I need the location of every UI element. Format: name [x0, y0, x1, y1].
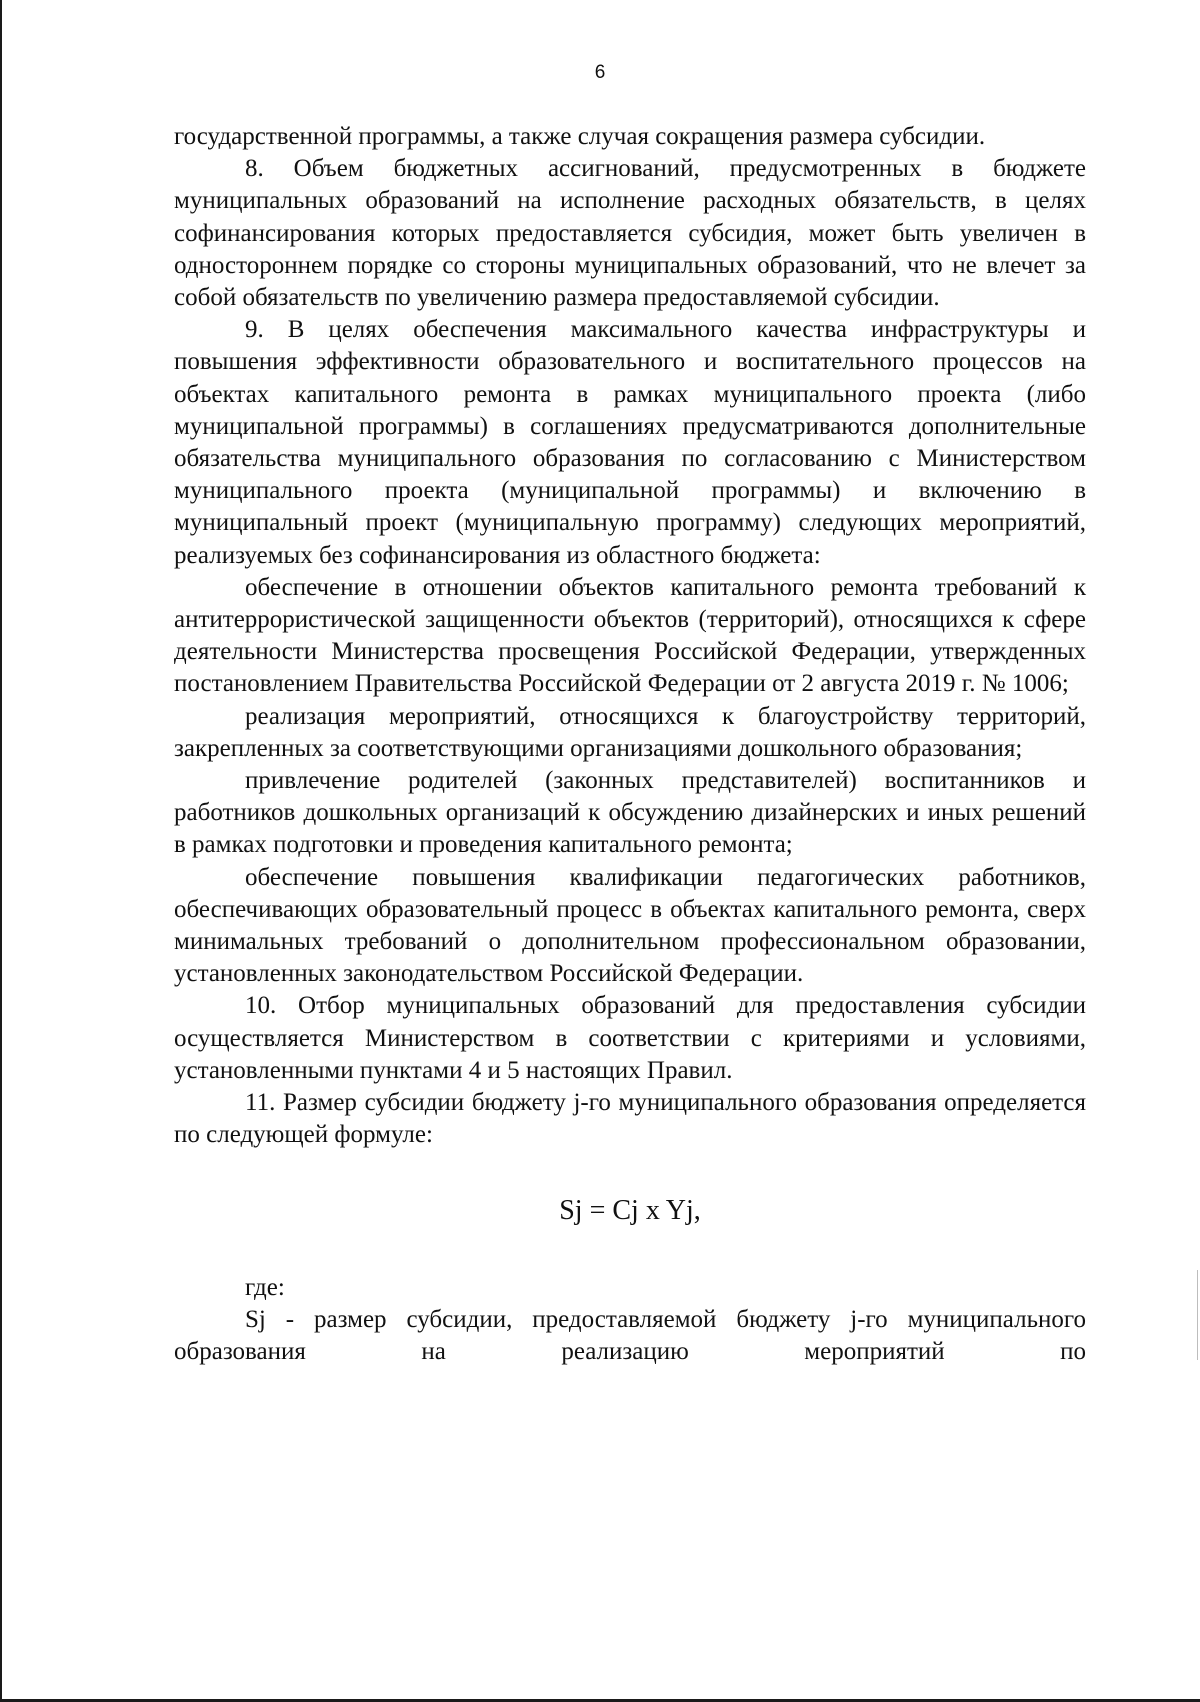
where-label: где:	[245, 1273, 285, 1301]
paragraph-9: 9. В целях обеспечения максимального качества инфраструктуры и повышения эффективности образовательного и воспитательного процессов на объектах капитального ремонта в рамках муниципального проекта (либо муниципальной программы) в соглашениях предусматриваются дополнительные обязательства муниципального образования по согласованию с Министерством муниципального проекта (муниципальной программы) и включению в муниципальный проект (муниципальную программу) следующих мероприятий, реализуемых без софинансирования из областного бюджета:	[174, 316, 1086, 569]
paragraph-10: 10. Отбор муниципальных образований для предоставления субсидии осуществляется Министерством в соответствии с критериями и условиями, установленными пунктами 4 и 5 настоящих Правил.	[174, 992, 1086, 1084]
list-item-landscaping: реализация мероприятий, относящихся к благоустройству территорий, закрепленных за соответствующими организациями дошкольного образования;	[174, 702, 1086, 762]
paragraph-continuation: государственной программы, а также случая сокращения размера субсидии.	[174, 123, 986, 150]
scan-edge-left	[0, 0, 2, 1702]
list-item-antiterror: обеспечение в отношении объектов капитального ремонта требований к антитеррористической защищенности объектов (территорий), относящихся к сфере деятельности Министерства просвещения Российской Федерации, утвержденных постановлением Правительства Российской Федерации от 2 августа 2019 г. № 1006;	[174, 573, 1086, 698]
list-item-parents: привлечение родителей (законных представителей) воспитанников и работников дошкольных организаций к обсуждению дизайнерских и иных решений в рамках подготовки и проведения капитального ремонта;	[174, 767, 1086, 859]
scan-edge-right	[1197, 1270, 1198, 1360]
formula: Sj = Cj x Yj,	[559, 1194, 701, 1226]
list-item-qualification: обеспечение повышения квалификации педагогических работников, обеспечивающих образовательный процесс в объектах капитального ремонта, сверх минимальных требований о дополнительном профессиональном образовании, установленных законодательством Российской Федерации.	[174, 863, 1086, 988]
paragraph-11: 11. Размер субсидии бюджету j-го муниципального образования определяется по следующей формуле:	[174, 1089, 1086, 1149]
document-body	[174, 121, 1086, 1368]
definition-sj: Sj - размер субсидии, предоставляемой бюджету j-го муниципального образования на реализацию мероприятий по	[174, 1305, 1086, 1365]
page-number: 6	[594, 62, 606, 83]
paragraph-8: 8. Объем бюджетных ассигнований, предусмотренных в бюджете муниципальных образований на исполнение расходных обязательств, в целях софинансирования которых предоставляется субсидия, может быть увеличен в одностороннем порядке со стороны муниципальных образований, что не влечет за собой обязательств по увеличению размера предоставляемой субсидии.	[174, 155, 1086, 312]
